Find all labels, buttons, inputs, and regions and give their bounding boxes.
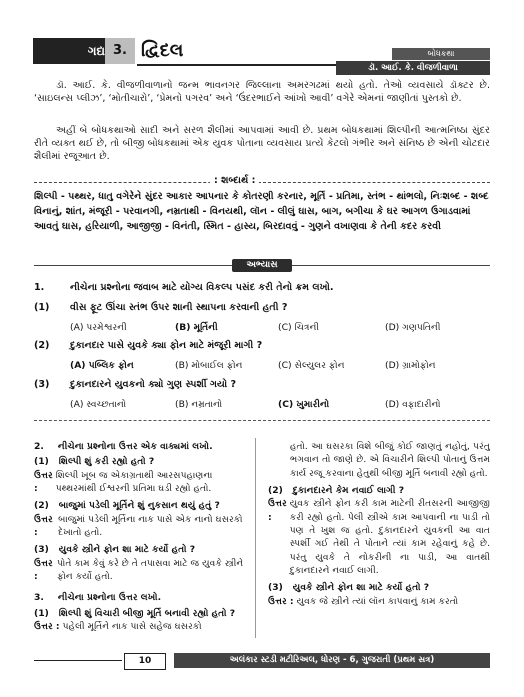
answer-text: બાજુમાં પડેલી મૂર્તિના નાક પાસે એક નાનો ઘસરકો દેખાતો હતો. (58, 513, 243, 539)
mcq-option: (A) પરમેશ્વરની (70, 322, 127, 333)
mcq-item-question: વીસ ફૂટ ઊંચા સ્તંભ ઉપર શાની સ્થાપના કરવાની હતી ? (70, 302, 288, 313)
page-footer (34, 653, 490, 668)
answer-label: ઉત્તર : (34, 621, 60, 633)
q3-instruction: નીચેના પ્રશ્નોના ઉત્તર લખો. (57, 592, 162, 604)
mcq-option: (B) નમ્રતાનો (175, 399, 223, 410)
column-divider (255, 438, 256, 638)
mcq-item-number: (3) (34, 379, 50, 390)
mcq-instruction: નીચેના પ્રશ્નોના જવાબ માટે યોગ્ય વિકલ્પ પસંદ કરી તેનો ક્રમ લખો. (70, 282, 334, 293)
answer-text: પહેલી મૂર્તિને નાક પાસે સહેજ ઘસરકો (62, 621, 202, 633)
q2-item-number: (2) (34, 500, 49, 512)
q2-item-question: બાજુમાં પડેલી મૂર્તિને શું નુકસાન થયું હતું ? (58, 500, 220, 512)
r-item-question: યુવકે સ્ત્રીને ફોન શા માટે કર્યો હતો ? (292, 582, 430, 594)
mcq-item-number: (2) (34, 340, 50, 351)
mcq-option: (A) પબ્લિક ફોન (70, 360, 134, 371)
q3-number: 3. (34, 592, 44, 604)
answer-label: ઉત્તર : (34, 469, 53, 495)
right-column (268, 440, 490, 608)
mcq-option: (C) ચિત્રની (278, 322, 320, 333)
section-label: ગદ્ય (33, 38, 127, 64)
q3-item-question: શિલ્પી શું વિચારી બીજી મૂર્તિ બનાવી રહ્યો હતો ? (58, 607, 236, 619)
r-item-question: દુકાનદારને કેમ નવાઈ લાગી ? (292, 485, 405, 497)
r-item-number: (3) (268, 582, 283, 594)
mcq-option: (C) ખુમારીનો (278, 399, 330, 410)
q3-item-number: (1) (34, 607, 49, 619)
mcq-option: (D) ગ્રામોફોન (385, 360, 436, 371)
page-number: 10 (124, 653, 166, 670)
footer-rule (34, 660, 122, 661)
mcq-option: (C) સેલ્યુલર ફોન (278, 360, 345, 371)
left-column (34, 440, 249, 633)
mcq-option: (D) વફાદારીનો (385, 399, 441, 410)
answer-text: યુવક જે સ્ત્રીને ત્યાં લૉન કાપવાનું કામ કરતો (296, 595, 459, 607)
chapter-title: દ્વિદલ (141, 40, 184, 61)
answer-continued: હતો. આ ઘસરકા વિશે બીજું કોઈ જાણતું નહોતું, પરંતુ ભગવાન તો જાણે છે. એ વિચારીને શિલ્પી પોતાનું ઉત્તમ કાર્ય રજૂ કરવાના હેતુથી બીજી મૂર્તિ બનાવી રહ્યો હતો. (290, 441, 490, 479)
q2-item-number: (3) (34, 544, 49, 556)
q2-item-number: (1) (34, 456, 49, 468)
answer-text: શિલ્પી ખૂબ જ એકાગ્રતાથી આરસપહાણના પથ્થરમાંથી ઈશ્વરની પ્રતિમા ઘડી રહ્યો હતો. (55, 469, 213, 495)
mcq-option: (B) મૂર્તિની (175, 322, 218, 333)
answer-text: યુવક સ્ત્રીને ફોન કરી કામ માટેની રીતસરની આજીજી કરી રહ્યો હતો. પેલી સ્ત્રીએ કામ આપવાની ના પાડી તો પણ તે ખુશ જ હતો. દુકાનદારને યુવકની આ વાત સ્પર્શી ગઈ તેથી તે પોતાને ત્યાં કામ રહેવાનું કહે છે. પરંતુ યુવકે તે નોકરીની ના પાડી, આ વાતથી દુકાનદારને નવાઈ લાગી. (289, 498, 490, 577)
q2-item-question: શિલ્પી શું કરી રહ્યો હતો ? (58, 456, 155, 468)
intro-paragraph-2: અહીં બે બોધકથાઓ સાદી અને સરળ શૈલીમાં આપવામાં આવી છે. પ્રથમ બોધકથામાં શિલ્પીની આત્મનિષ્ઠા સુંદર રીતે વ્યક્ત થઈ છે, તો બીજી બોધકથામાં એક યુવક પોતાના વ્યવસાય પ્રત્યે કેટલો ગંભીર અને સંનિષ્ઠ છે એની ચોટદાર શૈલીમાં રજૂઆત છે. (34, 125, 490, 162)
practice-label: અભ્યાસ (232, 259, 292, 272)
q2-instruction: નીચેના પ્રશ્નોના ઉત્તર એક વાક્યમાં લખો. (57, 441, 213, 452)
answer-label: ઉત્તર : (268, 498, 287, 523)
chapter-number: 3. (105, 38, 135, 64)
mcq-option: (D) ગણપતિની (385, 322, 441, 333)
q2-number: 2. (34, 441, 44, 452)
answer-label: ઉત્તર : (268, 595, 294, 607)
glossary-label: : શબ્દાર્થ : (210, 175, 259, 188)
answer-text: પોતે કામ કેવું કરે છે તે તપાસવા માટે જ યુવકે સ્ત્રીને ફોન કર્યો હતો. (57, 557, 244, 583)
mcq-number: 1. (34, 282, 45, 293)
glossary-text: શિલ્પી - પથ્થર, ધાતુ વગેરેને સુંદર આકાર આપનાર કે કોતરણી કરનાર, મૂર્તિ - પ્રતિમા, સ્તંભ - થાંભલો, નિઃશબ્દ - શબ્દ વિનાનું, શાંત, મંજૂરી - પરવાનગી, નમ્રતાથી - વિનયથી, લૉન - લીલું ઘાસ, બાગ, બગીચા કે ઘર આગળ ઉગાડવામાં આવતું ઘાસ, હરિયાળી, આજીજી - વિનંતી, સ્મિત - હાસ્ય, બિરદાવવું - ગુણને વખાણવા કે તેની કદર કરવી (34, 191, 489, 232)
mcq-option: (B) મોબાઈલ ફોન (175, 360, 243, 371)
genre-badge: બોધકથા (392, 48, 490, 60)
r-item-number: (2) (268, 485, 283, 497)
intro-paragraph-1: ડૉ. આઈ. કે. વીજળીવાળાનો જન્મ ભાવનગર જિલ્લાના અમરગઢમાં થયો હતો. તેઓ વ્યવસાયે ડૉક્ટર છે. ‘સાઇલન્સ પ્લીઝ’, ‘મોતીચારો’, ‘પ્રેમનો પગરવ’ અને ‘ઉંદરભાઈને આંખો આવી’ વગેરે એમનાં જાણીતાં પુસ્તકો છે. (34, 80, 490, 104)
mcq-item-number: (1) (34, 302, 50, 313)
mcq-item-question: દુકાનદારને યુવકનો ક્યો ગુણ સ્પર્શી ગયો ? (70, 379, 237, 390)
glossary-divider (34, 182, 490, 183)
section-divider (34, 420, 490, 421)
answer-label: ઉત્તર : (34, 557, 53, 583)
q2-item-question: યુવકે સ્ત્રીને ફોન શા માટે કર્યો હતો ? (58, 544, 196, 556)
mcq-item-question: દુકાનદાર પાસે યુવકે ક્યા ફોન માટે મંજૂરી માગી ? (70, 340, 263, 351)
mcq-option: (A) સ્વચ્છતાનો (70, 399, 127, 410)
footer-title: અલંકાર સ્ટડી મટીરિઅલ, ધોરણ - 6, ગુજરાતી (પ્રથમ સત્ર) (174, 653, 490, 668)
answer-label: ઉત્તર : (34, 513, 53, 539)
author-badge: ડૉ. આઈ. કે. વીજળીવાળા (336, 61, 490, 75)
